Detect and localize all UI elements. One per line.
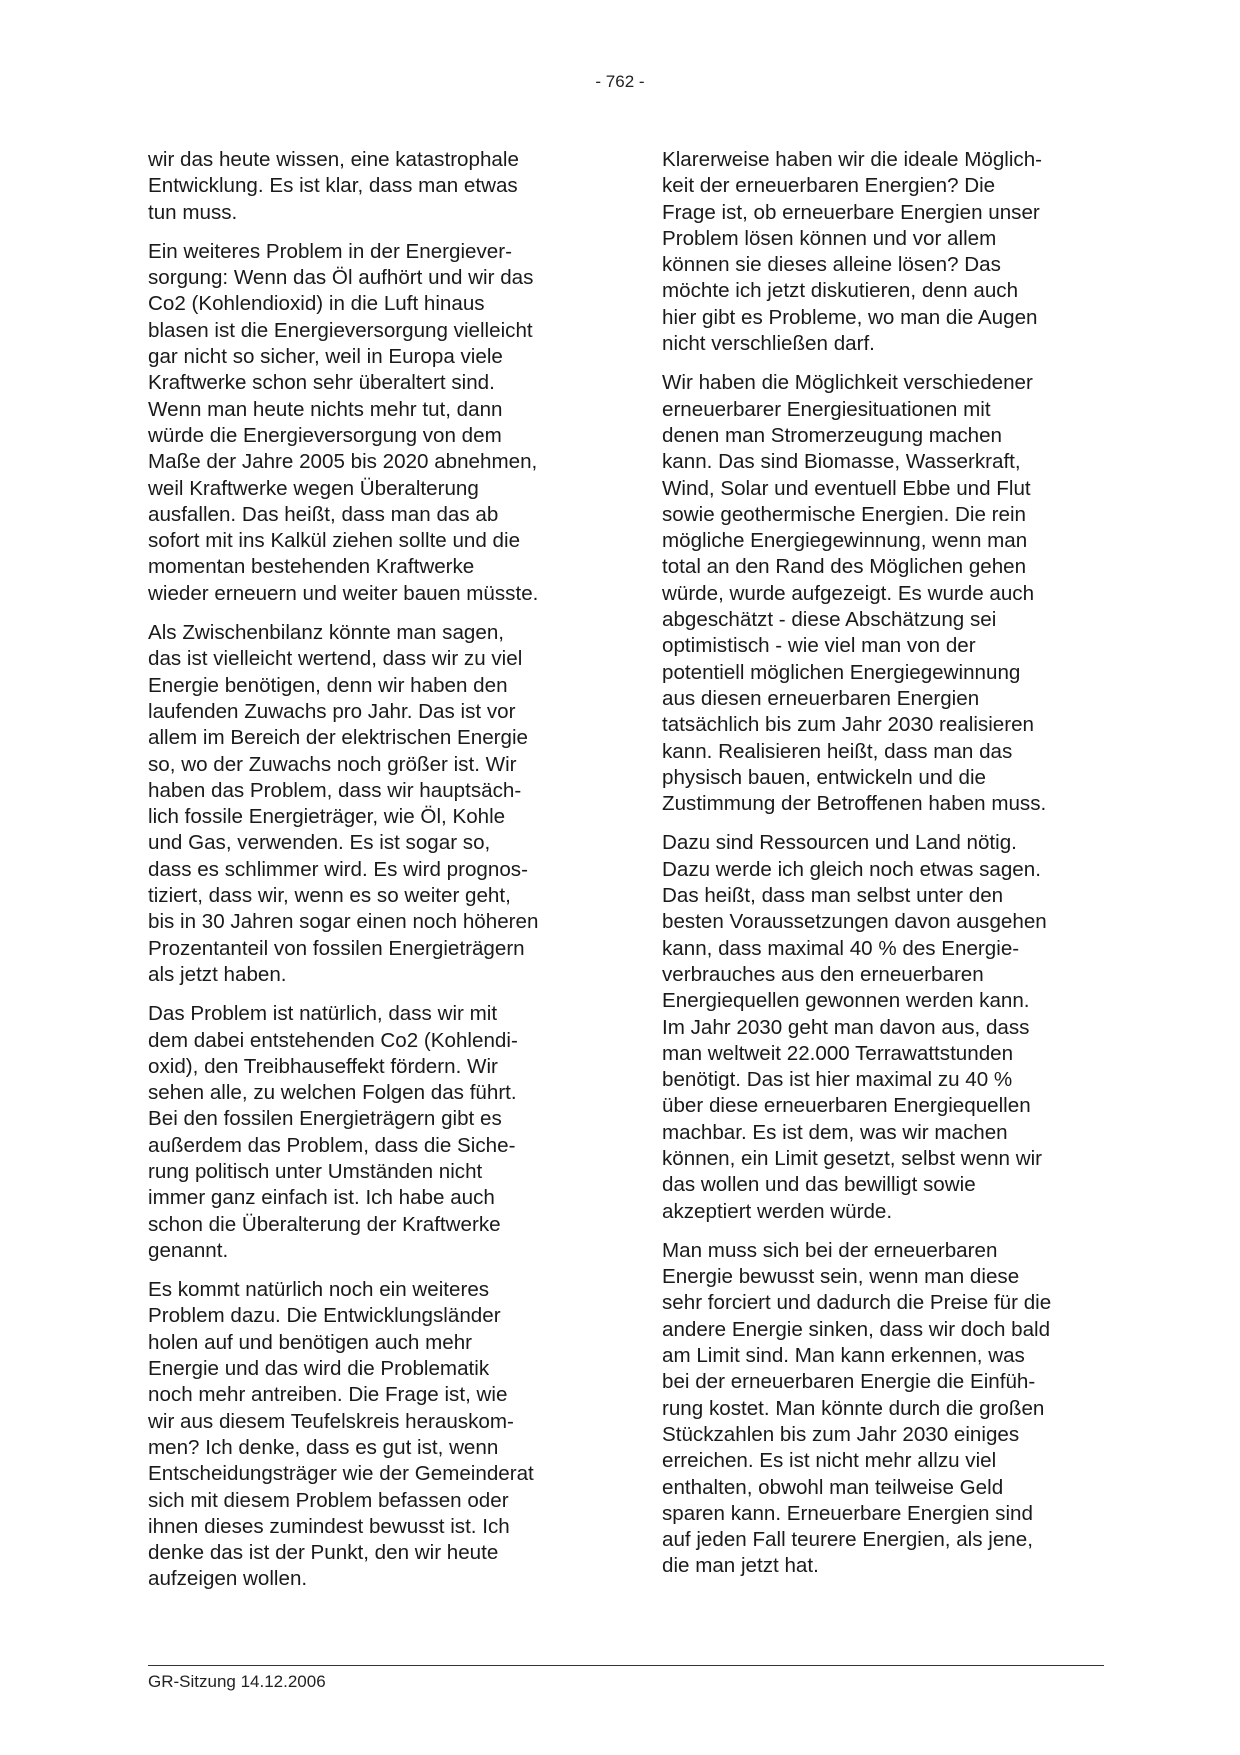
footer-divider xyxy=(148,1665,1104,1666)
paragraph: Klarerweise haben wir die ideale Möglich- keit der erneuerbaren Energien? Die Frage ist, ob erneuerbare Energien unser Problem lösen können und vor allem können sie dieses alleine lösen? Das möchte ich jetzt diskutieren, denn auch hier gibt es Probleme, wo man die Augen nicht verschließen darf. xyxy=(662,148,1043,356)
paragraph: wir das heute wissen, eine katastrophale Entwicklung. Es ist klar, dass man etwas tun muss. xyxy=(148,148,519,224)
footer-session-label: GR-Sitzung 14.12.2006 xyxy=(148,1672,326,1691)
paragraph: Dazu sind Ressourcen und Land nötig. Dazu werde ich gleich noch etwas sagen. Das heißt, dass man selbst unter den besten Voraussetzungen davon ausgehen kann, dass maximal 40 % des Energie- verbrauches aus den erneuerbaren Energiequellen gewonnen werden kann. Im Jahr 2030 geht man davon aus, dass man weltweit 22.000 Terrawattstunden benötigt. Das ist hier maximal zu 40 % über diese erneuerbaren Energiequellen machbar. Es ist dem, was wir machen können, ein Limit gesetzt, selbst wenn wir das wollen und das bewilligt sowie akzeptiert werden würde. xyxy=(662,831,1047,1223)
paragraph: Ein weiteres Problem in der Energiever- sorgung: Wenn das Öl aufhört und wir das Co2 (Kohlendioxid) in die Luft hinaus blasen ist die Energieversorgung vielleicht gar nicht so sicher, weil in Europa viele Kraftwerke schon sehr überaltert sind. Wenn man heute nichts mehr tut, dann würde die Energieversorgung von dem Maße der Jahre 2005 bis 2020 abnehmen, weil Kraftwerke wegen Überalterung ausfallen. Das heißt, dass man das ab sofort mit ins Kalkül ziehen sollte und die momentan bestehenden Kraftwerke wieder erneuern und weiter bauen müsste. xyxy=(148,239,539,605)
paragraph: Als Zwischenbilanz könnte man sagen, das ist vielleicht wertend, dass wir zu viel Energie benötigen, denn wir haben den laufenden Zuwachs pro Jahr. Das ist vor allem im Bereich der elektrischen Energie so, wo der Zuwachs noch größer ist. Wir haben das Problem, dass wir hauptsäch- lich fossile Energieträger, wie Öl, Kohle und Gas, verwenden. Es ist sogar so, dass es schlimmer wird. Es wird prognos- tiziert, dass wir, wenn es so weiter geht, bis in 30 Jahren sogar einen noch höheren Prozentanteil von fossilen Energieträgern als jetzt haben. xyxy=(148,621,539,986)
paragraph: Man muss sich bei der erneuerbaren Energie bewusst sein, wenn man diese sehr forciert und dadurch die Preise für die andere Energie sinken, dass wir doch bald am Limit sind. Man kann erkennen, was bei der erneuerbaren Energie die Einfüh- rung kostet. Man könnte durch die großen Stückzahlen bis zum Jahr 2030 einiges erreichen. Es ist nicht mehr allzu viel enthalten, obwohl man teilweise Geld sparen kann. Erneuerbare Energien sind auf jeden Fall teurere Energien, als jene, die man jetzt hat. xyxy=(662,1238,1052,1578)
right-text-column xyxy=(662,147,1104,1593)
paragraph: Es kommt natürlich noch ein weiteres Problem dazu. Die Entwicklungsländer holen auf und benötigen auch mehr Energie und das wird die Problematik noch mehr antreiben. Die Frage ist, wie wir aus diesem Teufelskreis herauskom- men? Ich denke, dass es gut ist, wenn Entscheidungsträger wie der Gemeinderat sich mit diesem Problem befassen oder ihnen dieses zumindest bewusst ist. Ich denke das ist der Punkt, den wir heute aufzeigen wollen. xyxy=(148,1278,534,1591)
page-number: - 762 - xyxy=(595,72,645,91)
left-text-column xyxy=(148,147,590,1606)
paragraph: Wir haben die Möglichkeit verschiedener erneuerbarer Energiesituationen mit denen man Stromerzeugung machen kann. Das sind Biomasse, Wasserkraft, Wind, Solar und eventuell Ebbe und Flut sowie geothermische Energien. Die rein mögliche Energiegewinnung, wenn man total an den Rand des Möglichen gehen würde, wurde aufgezeigt. Es wurde auch abgeschätzt - diese Abschätzung sei optimistisch - wie viel man von der potentiell möglichen Energiegewinnung aus diesen erneuerbaren Energien tatsächlich bis zum Jahr 2030 realisieren kann. Realisieren heißt, dass man das physisch bauen, entwickeln und die Zustimmung der Betroffenen haben muss. xyxy=(662,371,1047,816)
paragraph: Das Problem ist natürlich, dass wir mit dem dabei entstehenden Co2 (Kohlendi- oxid), den Treibhauseffekt fördern. Wir sehen alle, zu welchen Folgen das führt. Bei den fossilen Energieträgern gibt es außerdem das Problem, dass die Siche- rung politisch unter Umständen nicht immer ganz einfach ist. Ich habe auch schon die Überalterung der Kraftwerke genannt. xyxy=(148,1002,518,1262)
